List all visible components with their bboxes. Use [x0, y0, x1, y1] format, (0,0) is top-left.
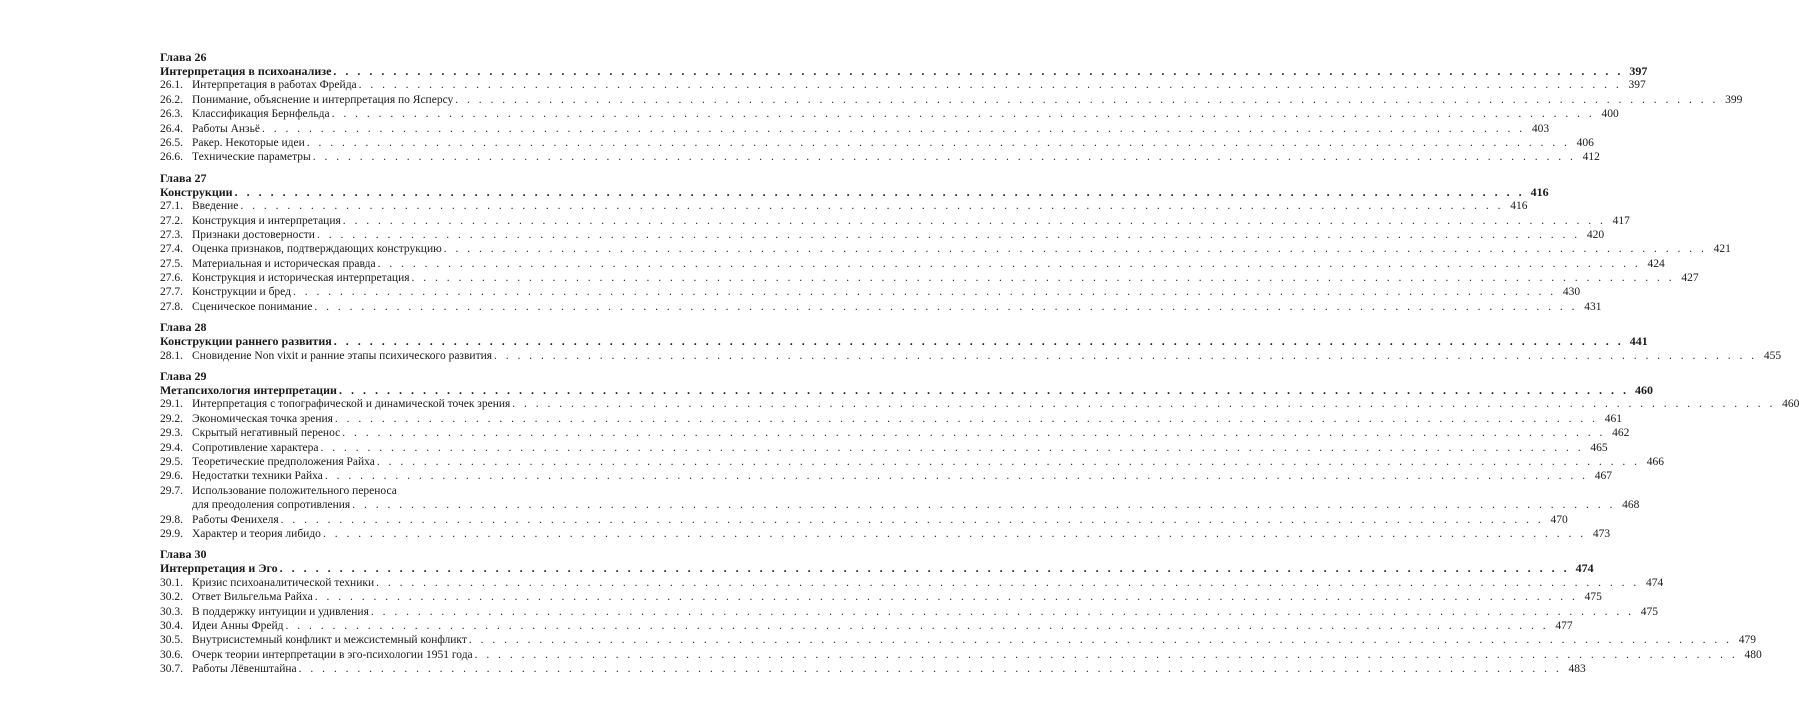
section-number: 27.3. — [160, 228, 183, 241]
section-number: 30.3. — [160, 605, 183, 618]
toc-entry[interactable] — [160, 633, 1757, 647]
page-number: 461 — [1604, 412, 1623, 425]
section-number: 27.1. — [160, 200, 183, 213]
section-title: Конструкция и историческая интерпретация — [192, 272, 410, 285]
section-number: 29.8. — [160, 513, 183, 526]
page-number: 468 — [1622, 499, 1640, 512]
dot-leader — [378, 257, 1641, 271]
section-number: 26.6. — [160, 151, 183, 164]
toc-entry[interactable] — [160, 469, 1612, 483]
chapter-section — [160, 320, 1782, 363]
chapter-title-row[interactable] — [160, 64, 1648, 78]
section-number: 29.4. — [160, 441, 183, 454]
section-title: Экономическая точка зрения — [192, 412, 333, 425]
chapter-section — [160, 547, 1762, 676]
section-title: Введение — [192, 200, 239, 213]
section-number: 29.9. — [160, 527, 183, 540]
page-number: 397 — [1629, 64, 1648, 78]
dot-leader — [321, 441, 1584, 455]
dot-leader — [334, 334, 1624, 348]
chapter-heading: Глава 30 — [160, 547, 207, 562]
dot-leader — [377, 455, 1640, 469]
section-title: Интерпретация в работах Фрейда — [192, 79, 357, 92]
toc-entry[interactable] — [160, 150, 1600, 164]
toc-entry[interactable] — [160, 426, 1630, 440]
section-title: Сновидение Non vixit и ранние этапы психического развития — [192, 349, 493, 362]
section-number: 27.6. — [160, 272, 183, 285]
dot-leader — [339, 383, 1629, 397]
section-title: Идеи Анны Фрейд — [192, 619, 284, 632]
toc-entry[interactable] — [160, 590, 1602, 604]
section-title: Материальная и историческая правда — [192, 257, 376, 270]
section-number: 27.4. — [160, 243, 183, 256]
section-number: 30.6. — [160, 648, 183, 661]
toc-entry[interactable] — [160, 412, 1623, 426]
page-number: 427 — [1681, 272, 1699, 285]
dot-leader — [455, 93, 1718, 107]
section-title: Сценическое понимание — [192, 300, 313, 313]
section-number: 26.2. — [160, 93, 183, 106]
section-title: Недостатки техники Райха — [192, 470, 323, 483]
dot-leader — [512, 397, 1775, 411]
chapter-section — [160, 170, 1731, 315]
page-number: 406 — [1576, 136, 1594, 149]
section-title: Работы Лёвенштайна — [192, 663, 297, 676]
section-title: Классификация Бернфельда — [192, 108, 330, 121]
section-title: Ракер. Некоторые идеи — [192, 136, 305, 149]
page-number: 473 — [1592, 527, 1611, 540]
section-number: 26.4. — [160, 122, 183, 135]
page-number: 466 — [1646, 455, 1664, 468]
section-title: Скрытый негативный перенос — [192, 427, 341, 440]
chapter-title: Конструкции — [160, 184, 233, 199]
section-number: 30.1. — [160, 576, 183, 589]
section-number: 29.2. — [160, 412, 183, 425]
dot-leader — [262, 122, 1525, 136]
section-title: Работы Анзьё — [192, 122, 260, 135]
toc-entry[interactable] — [160, 107, 1619, 121]
page-number: 480 — [1744, 648, 1762, 661]
toc-entry[interactable] — [160, 78, 1646, 92]
page-number: 420 — [1586, 228, 1605, 241]
section-number: 27.8. — [160, 300, 183, 313]
page-number: 416 — [1510, 200, 1528, 213]
dot-leader — [281, 513, 1544, 527]
dot-leader — [494, 349, 1757, 363]
toc-entry[interactable] — [160, 605, 1658, 619]
chapter-section — [160, 369, 1799, 541]
dot-leader — [313, 150, 1576, 164]
page-number: 399 — [1725, 93, 1743, 106]
dot-leader — [299, 662, 1562, 676]
section-number: 30.2. — [160, 591, 183, 604]
toc-entry[interactable] — [160, 619, 1573, 633]
page-number: 416 — [1530, 184, 1549, 199]
section-title: Сопротивление характера — [192, 441, 319, 454]
chapter-title: Конструкции раннего развития — [160, 334, 332, 349]
section-number: 26.5. — [160, 136, 183, 149]
dot-leader — [343, 214, 1606, 228]
section-title: для преодоления сопротивления — [192, 499, 351, 512]
chapter-title-row[interactable] — [160, 184, 1549, 199]
chapter-title-row[interactable] — [160, 561, 1594, 576]
section-title: Характер и теория либидо — [192, 527, 321, 540]
toc-entry[interactable] — [160, 300, 1602, 314]
section-title: Понимание, объяснение и интерпретация по Ясперсу — [192, 93, 454, 106]
section-number: 30.5. — [160, 634, 183, 647]
section-title: Теоретические предположения Райха — [192, 455, 375, 468]
section-number: 29.6. — [160, 470, 183, 483]
dot-leader — [314, 300, 1577, 314]
chapter-title: Интерпретация в психоанализе — [160, 64, 332, 78]
toc-entry[interactable] — [160, 136, 1594, 150]
chapter-heading: Глава 27 — [160, 170, 207, 185]
toc-entry[interactable] — [160, 576, 1664, 590]
dot-leader — [307, 136, 1570, 150]
page-number: 441 — [1629, 334, 1648, 349]
page-number: 424 — [1647, 257, 1665, 270]
toc-entry[interactable] — [160, 397, 1799, 411]
page-number: 462 — [1612, 427, 1630, 440]
dot-leader — [333, 64, 1623, 78]
section-title: Интерпретация с топографической и динамической точек зрения — [192, 398, 511, 411]
section-title: Работы Фенихеля — [192, 513, 279, 526]
toc-entry[interactable] — [160, 349, 1782, 363]
section-number: 30.4. — [160, 619, 183, 632]
section-number: 26.1. — [160, 79, 183, 92]
page-number: 417 — [1612, 214, 1630, 227]
toc-entry[interactable] — [160, 527, 1611, 541]
dot-leader — [475, 648, 1738, 662]
toc-entry[interactable] — [160, 441, 1608, 455]
section-number: 27.7. — [160, 286, 183, 299]
dot-leader — [412, 271, 1675, 285]
section-title: Конструкция и интерпретация — [192, 214, 341, 227]
section-number: 26.3. — [160, 108, 183, 121]
toc-entry[interactable] — [160, 648, 1762, 662]
chapter-title-row[interactable] — [160, 383, 1653, 398]
toc-entry[interactable] — [160, 257, 1665, 271]
table-of-contents — [160, 50, 1799, 682]
chapter-heading: Глава 28 — [160, 320, 207, 335]
dot-leader — [323, 527, 1586, 541]
page-number: 483 — [1568, 663, 1586, 676]
dot-leader — [359, 78, 1622, 92]
section-number: 29.5. — [160, 455, 183, 468]
toc-entry[interactable] — [160, 285, 1581, 299]
toc-entry[interactable] — [160, 513, 1568, 527]
page-number: 421 — [1713, 243, 1731, 256]
toc-entry[interactable] — [160, 122, 1550, 136]
page-number: 477 — [1555, 619, 1573, 632]
page-number: 467 — [1594, 470, 1612, 483]
page-number: 474 — [1645, 576, 1664, 589]
dot-leader — [235, 185, 1525, 199]
chapter-title-row[interactable] — [160, 334, 1648, 349]
page-number: 475 — [1584, 591, 1602, 604]
section-title: Ответ Вильгельма Райха — [192, 591, 313, 604]
dot-leader — [352, 498, 1615, 512]
section-title: Признаки достоверности — [192, 228, 315, 241]
page-number: 455 — [1763, 349, 1782, 362]
toc-entry[interactable] — [160, 242, 1731, 256]
section-title: Оценка признаков, подтверждающих конструкцию — [192, 243, 442, 256]
dot-leader — [315, 590, 1578, 604]
dot-leader — [240, 199, 1503, 213]
page-number: 475 — [1640, 605, 1658, 618]
section-number: 27.2. — [160, 214, 183, 227]
section-number: 28.1. — [160, 349, 183, 362]
section-number: 29.1. — [160, 398, 183, 411]
page-number: 400 — [1601, 108, 1619, 121]
dot-leader — [469, 633, 1732, 647]
dot-leader — [376, 576, 1639, 590]
dot-leader — [317, 228, 1580, 242]
page-number: 479 — [1738, 634, 1757, 647]
chapter-heading: Глава 26 — [160, 50, 207, 64]
page-number: 465 — [1590, 441, 1608, 454]
section-number: 29.3. — [160, 427, 183, 440]
toc-entry[interactable] — [160, 214, 1630, 228]
toc-entry[interactable] — [160, 228, 1605, 242]
section-number: 29.7. — [160, 484, 183, 497]
page-number: 430 — [1562, 286, 1581, 299]
section-title: Использование положительного переноса — [192, 484, 397, 497]
dot-leader — [371, 605, 1634, 619]
toc-entry[interactable] — [160, 271, 1699, 285]
page-number: 431 — [1584, 300, 1602, 313]
page-number: 470 — [1550, 513, 1568, 526]
toc-entry[interactable] — [160, 199, 1528, 213]
page-number: 397 — [1628, 79, 1646, 92]
dot-leader — [285, 619, 1548, 633]
page-number: 474 — [1575, 561, 1594, 576]
dot-leader — [293, 285, 1556, 299]
toc-entry[interactable] — [160, 455, 1664, 469]
section-title: Конструкции и бред — [192, 286, 291, 299]
toc-entry[interactable] — [160, 662, 1586, 676]
toc-entry[interactable] — [160, 484, 568, 498]
section-title: Очерк теории интерпретации в эго-психологии 1951 года — [192, 648, 473, 661]
dot-leader — [342, 426, 1605, 440]
chapter-title: Интерпретация и Эго — [160, 561, 278, 576]
dot-leader — [335, 412, 1598, 426]
chapter-title: Метапсихология интерпретации — [160, 383, 337, 398]
dot-leader — [280, 561, 1570, 575]
chapter-heading: Глава 29 — [160, 369, 207, 384]
toc-entry[interactable] — [160, 498, 1640, 512]
chapter-section — [160, 50, 1743, 165]
section-title: Технические параметры — [192, 151, 311, 164]
page-number: 460 — [1782, 398, 1799, 411]
toc-entry[interactable] — [160, 93, 1743, 107]
section-title: Кризис психоаналитической техники — [192, 576, 375, 589]
section-number: 27.5. — [160, 257, 183, 270]
dot-leader — [332, 107, 1595, 121]
page-number: 460 — [1634, 383, 1653, 398]
dot-leader — [444, 242, 1707, 256]
section-number: 30.7. — [160, 663, 183, 676]
section-title: В поддержку интуиции и удивления — [192, 605, 369, 618]
section-title: Внутрисистемный конфликт и межсистемный конфликт — [192, 634, 467, 647]
page-number: 403 — [1531, 122, 1550, 135]
page-number: 412 — [1582, 151, 1600, 164]
dot-leader — [325, 469, 1588, 483]
